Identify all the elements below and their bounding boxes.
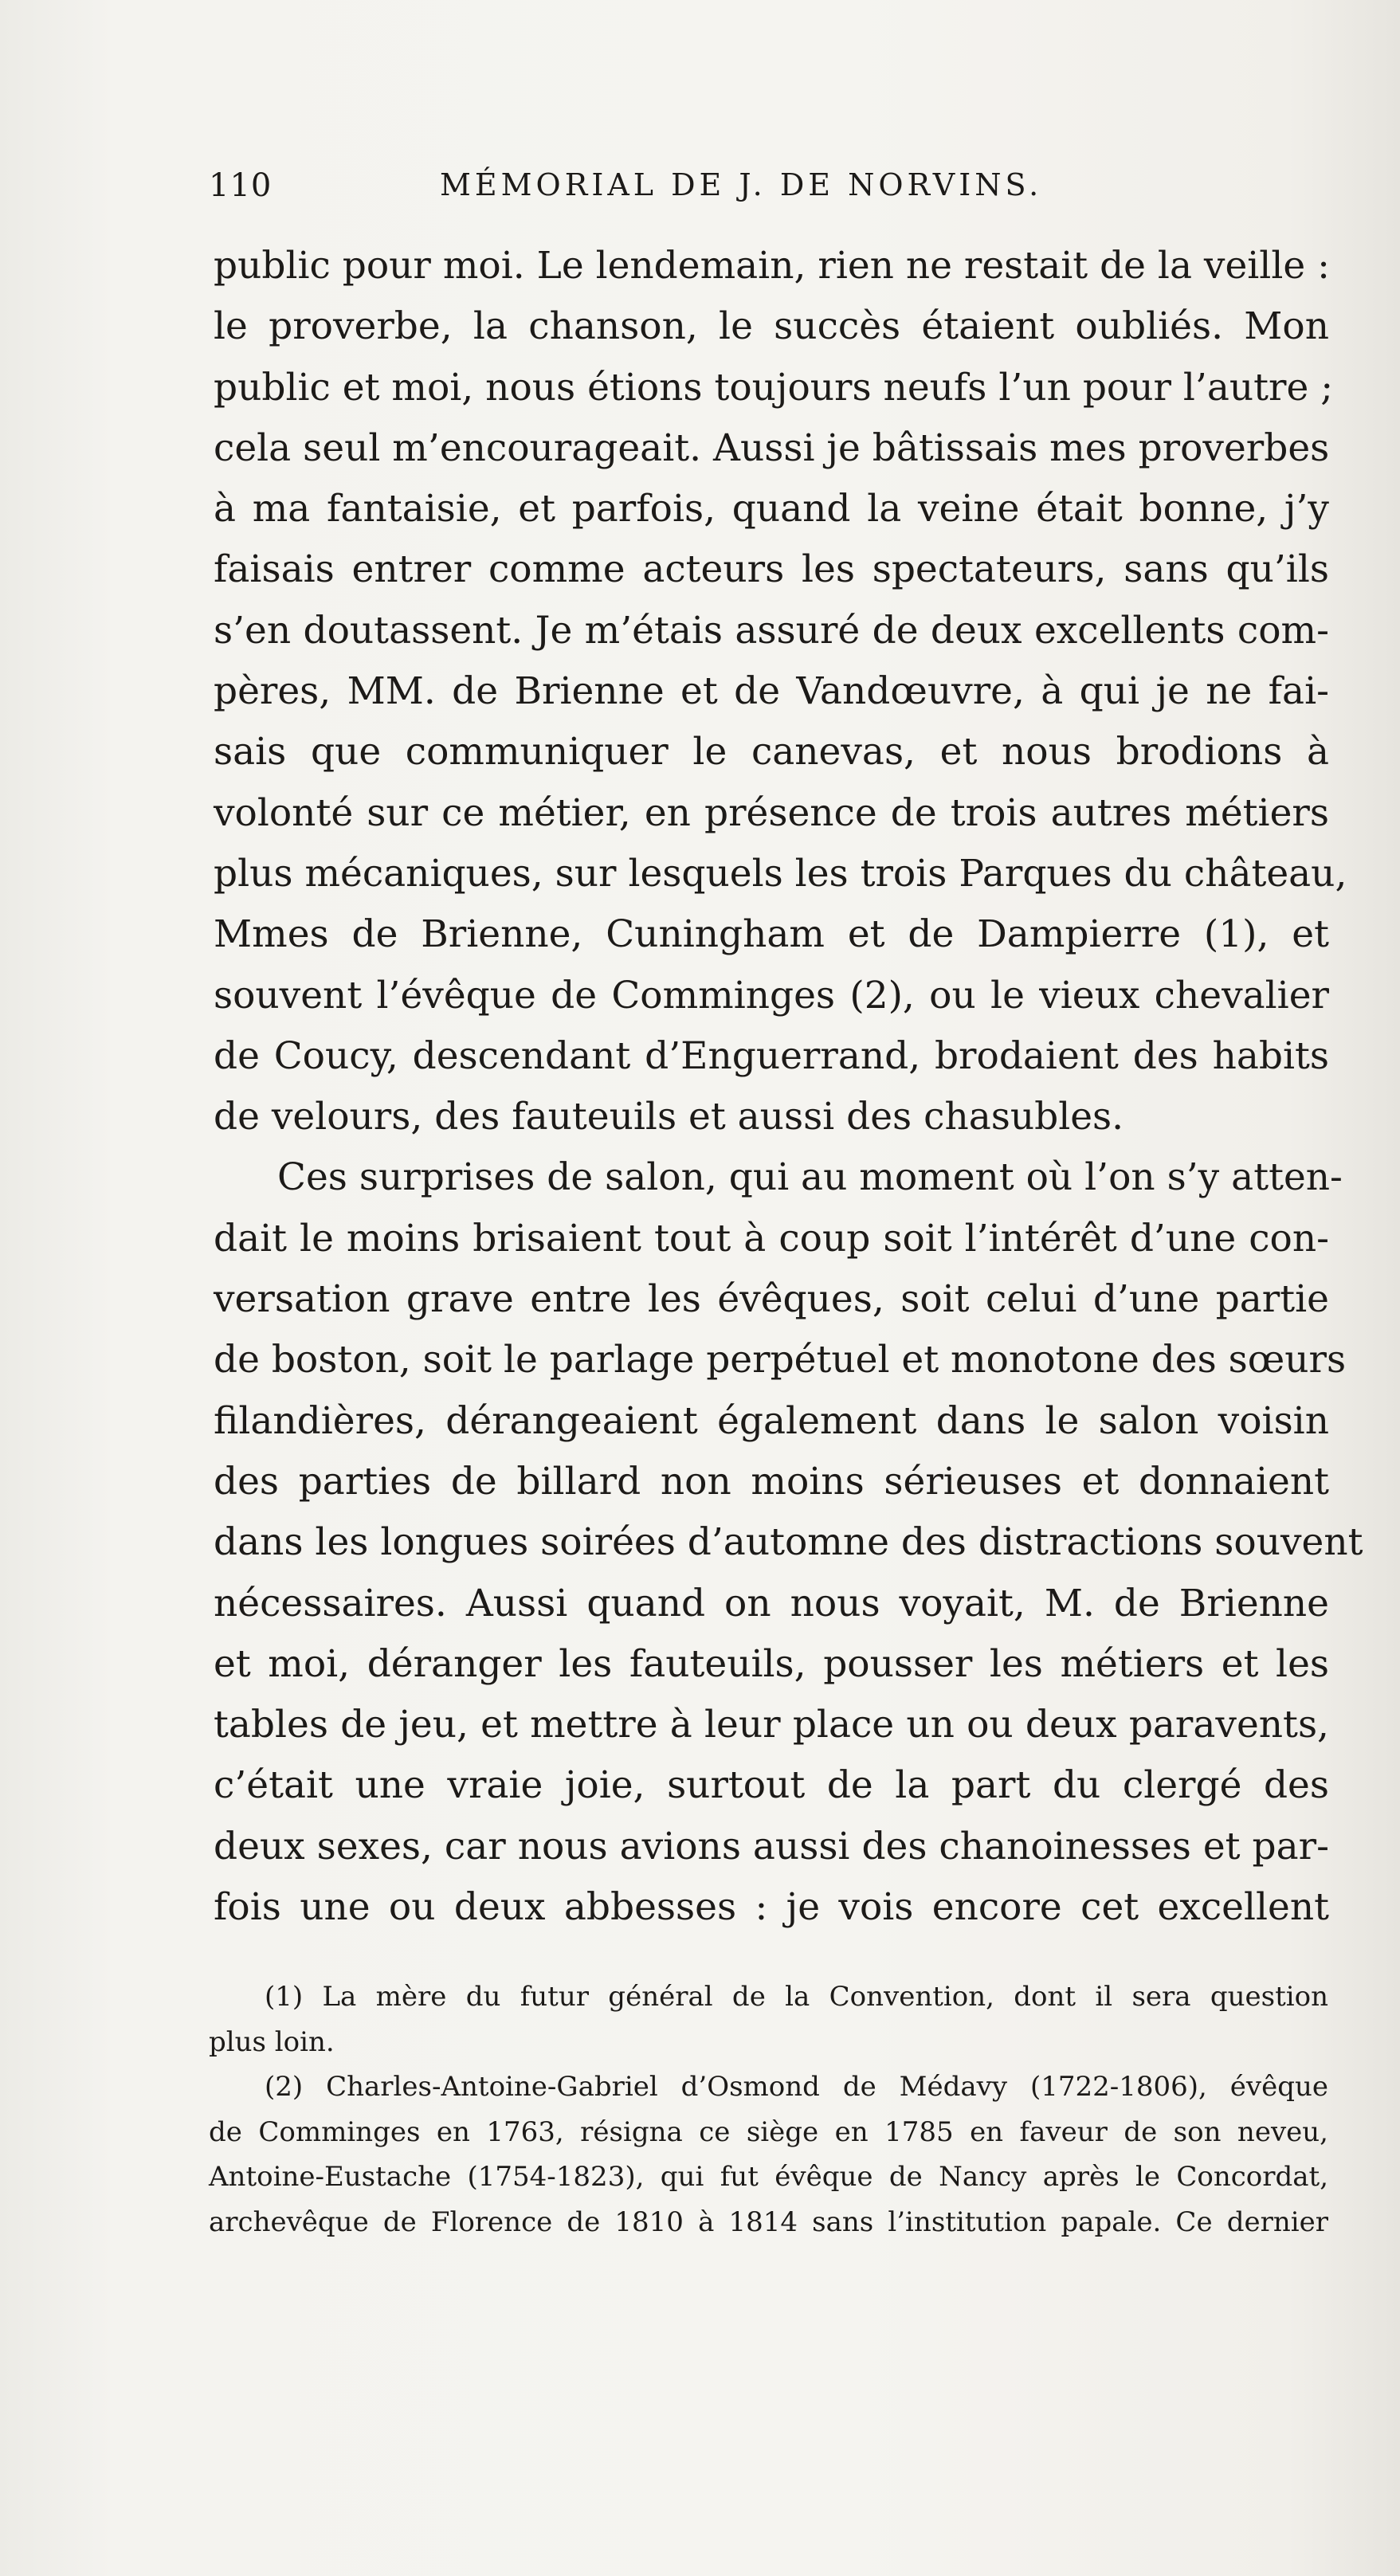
text-line: et moi, déranger les fauteuils, pousser les métiers et les bbox=[214, 1641, 1329, 1686]
text-line: le proverbe, la chanson, le succès étaient oubliés. Mon bbox=[214, 304, 1329, 349]
text-line: sais que communiquer le canevas, et nous brodions à bbox=[214, 730, 1329, 774]
footnote-line: archevêque de Florence de 1810 à 1814 sans l’institution papale. Ce dernier bbox=[209, 2205, 1328, 2238]
page-number: 110 bbox=[209, 167, 273, 204]
text-line: des parties de billard non moins sérieuses et donnaient bbox=[214, 1459, 1329, 1504]
text-line: s’en doutassent. Je m’étais assuré de deux excellents com- bbox=[214, 608, 1329, 653]
text-line: versation grave entre les évêques, soit celui d’une partie bbox=[214, 1277, 1329, 1322]
text-line: nécessaires. Aussi quand on nous voyait, M. de Brienne bbox=[214, 1581, 1329, 1625]
text-line: dait le moins brisaient tout à coup soit l’intérêt d’une con- bbox=[214, 1216, 1329, 1261]
text-line: souvent l’évêque de Comminges (2), ou le vieux chevalier bbox=[214, 973, 1329, 1017]
body-text bbox=[214, 236, 1363, 1938]
footnote-line: (2) Charles-Antoine-Gabriel d’Osmond de Médavy (1722-1806), évêque bbox=[265, 2071, 1328, 2104]
footnotes bbox=[209, 1974, 1328, 2245]
text-line: dans les longues soirées d’automne des distractions souvent bbox=[214, 1520, 1363, 1565]
text-line: pères, MM. de Brienne et de Vandœuvre, à qui je ne fai- bbox=[214, 669, 1329, 714]
text-line: de Coucy, descendant d’Enguerrand, brodaient des habits bbox=[214, 1033, 1329, 1078]
text-line: de velours, des fauteuils et aussi des chasubles. bbox=[214, 1095, 1124, 1139]
footnote-line: plus loin. bbox=[209, 2025, 335, 2058]
text-line: plus mécaniques, sur lesquels les trois Parques du château, bbox=[214, 851, 1347, 896]
text-line: public pour moi. Le lendemain, rien ne restait de la veille : bbox=[214, 244, 1330, 288]
text-line: de boston, soit le parlage perpétuel et monotone des sœurs bbox=[214, 1338, 1347, 1382]
running-title: MÉMORIAL DE J. DE NORVINS. bbox=[440, 167, 1043, 202]
footnote-line: de Comminges en 1763, résigna ce siège en 1785 en faveur de son neveu, bbox=[209, 2115, 1328, 2148]
text-line: à ma fantaisie, et parfois, quand la veine était bonne, j’y bbox=[214, 487, 1329, 531]
page-header bbox=[209, 167, 1324, 215]
text-line: Mmes de Brienne, Cuningham et de Dampierre (1), et bbox=[214, 912, 1329, 957]
text-line: cela seul m’encourageait. Aussi je bâtissais mes proverbes bbox=[214, 425, 1330, 470]
footnote-line: (1) La mère du futur général de la Convention, dont il sera question bbox=[265, 1981, 1328, 2013]
text-line: Ces surprises de salon, qui au moment où l’on s’y atten- bbox=[277, 1155, 1343, 1200]
text-line: volonté sur ce métier, en présence de trois autres métiers bbox=[214, 790, 1329, 835]
text-line: fois une ou deux abbesses : je vois encore cet excellent bbox=[214, 1885, 1329, 1930]
text-line: filandières, dérangeaient également dans le salon voisin bbox=[214, 1398, 1329, 1443]
footnote-line: Antoine-Eustache (1754-1823), qui fut évêque de Nancy après le Concordat, bbox=[209, 2161, 1328, 2194]
text-line: deux sexes, car nous avions aussi des chanoinesses et par- bbox=[214, 1824, 1329, 1868]
text-line: tables de jeu, et mettre à leur place un ou deux paravents, bbox=[214, 1703, 1329, 1747]
text-line: c’était une vraie joie, surtout de la part du clergé des bbox=[214, 1763, 1329, 1808]
text-line: faisais entrer comme acteurs les spectateurs, sans qu’ils bbox=[214, 547, 1329, 592]
text-line: public et moi, nous étions toujours neufs l’un pour l’autre ; bbox=[214, 365, 1334, 410]
